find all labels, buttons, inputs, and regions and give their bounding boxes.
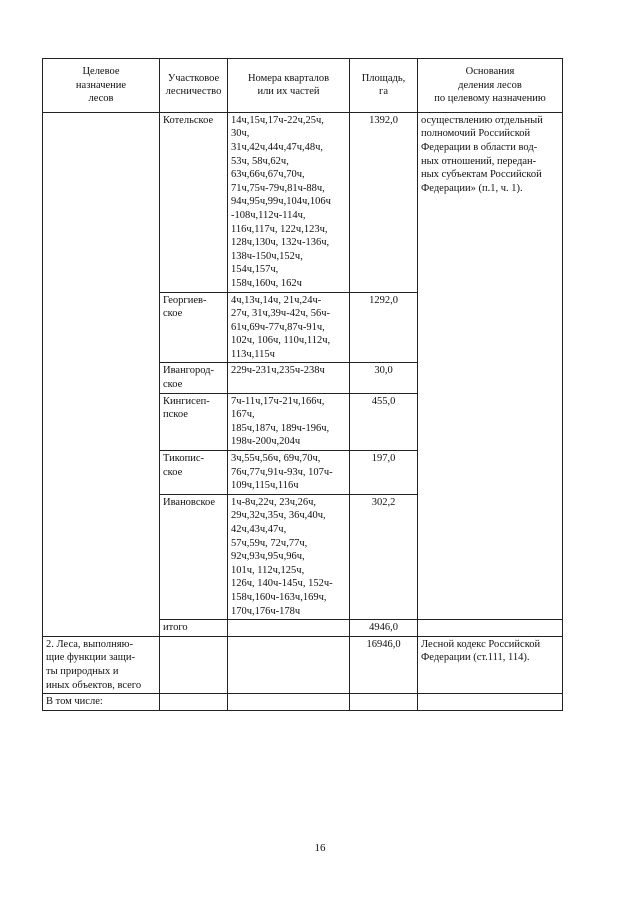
page-number: 16: [314, 842, 326, 854]
area-cell: 1392,0: [350, 112, 418, 292]
table-row: [43, 112, 563, 292]
section2-row: [43, 636, 563, 693]
section2-basis: Лесной кодекс Российской Федерации (ст.111, 114).: [418, 636, 563, 693]
quarters-cell: 4ч,13ч,14ч, 21ч,24ч- 27ч, 31ч,39ч-42ч, 56ч- 61ч,69ч-77ч,87ч-91ч, 102ч, 106ч, 110ч,112ч, 113ч,115ч: [228, 292, 350, 363]
including-empty-3: [350, 694, 418, 711]
forestry-cell: Ивангород- ское: [160, 363, 228, 393]
basis-cell: осуществлению отдельный полномочий Российской Федерации в области вод- ных отношений, передан- ных субъектам Российской Федерации» (п.1, ч. 1).: [418, 112, 563, 619]
forestry-cell: Тикопис- ское: [160, 451, 228, 495]
header-quarters: Номера кварталов или их частей: [228, 59, 350, 113]
forestry-cell: Георгиев- ское: [160, 292, 228, 363]
including-empty-2: [228, 694, 350, 711]
area-cell: 1292,0: [350, 292, 418, 363]
forestry-cell: Ивановское: [160, 494, 228, 619]
including-empty-4: [418, 694, 563, 711]
forest-purpose-table: [42, 58, 563, 711]
area-cell: 302,2: [350, 494, 418, 619]
table-header-row: [43, 59, 563, 113]
forestry-cell: Котельское: [160, 112, 228, 292]
including-empty-1: [160, 694, 228, 711]
total-quarters-empty: [228, 620, 350, 637]
including-label: В том числе:: [43, 694, 160, 711]
total-label: итого: [160, 620, 228, 637]
quarters-cell: 7ч-11ч,17ч-21ч,166ч, 167ч, 185ч,187ч, 189ч-196ч, 198ч-200ч,204ч: [228, 393, 350, 450]
header-area: Площадь, га: [350, 59, 418, 113]
section2-forestry-empty: [160, 636, 228, 693]
purpose-cell-empty: [43, 112, 160, 636]
including-row: [43, 694, 563, 711]
total-area: 4946,0: [350, 620, 418, 637]
area-cell: 455,0: [350, 393, 418, 450]
quarters-cell: 229ч-231ч,235ч-238ч: [228, 363, 350, 393]
forestry-cell: Кингисеп- пское: [160, 393, 228, 450]
section2-quarters-empty: [228, 636, 350, 693]
area-cell: 197,0: [350, 451, 418, 495]
quarters-cell: 3ч,55ч,56ч, 69ч,70ч, 76ч,77ч,91ч-93ч, 107ч- 109ч,115ч,116ч: [228, 451, 350, 495]
section2-area: 16946,0: [350, 636, 418, 693]
header-basis: Основания деления лесов по целевому назначению: [418, 59, 563, 113]
quarters-cell: 1ч-8ч,22ч, 23ч,26ч, 29ч,32ч,35ч, 36ч,40ч, 42ч,43ч,47ч, 57ч,59ч, 72ч,77ч, 92ч,93ч,95ч,96ч, 101ч, 112ч,125ч, 126ч, 140ч-145ч, 152ч- 158ч,160ч-163ч,169ч, 170ч,176ч-178ч: [228, 494, 350, 619]
section2-purpose: 2. Леса, выполняю- щие функции защи- ты природных и иных объектов, всего: [43, 636, 160, 693]
header-forestry: Участковое лесничество: [160, 59, 228, 113]
area-cell: 30,0: [350, 363, 418, 393]
quarters-cell: 14ч,15ч,17ч-22ч,25ч, 30ч, 31ч,42ч,44ч,47ч,48ч, 53ч, 58ч,62ч, 63ч,66ч,67ч,70ч, 71ч,75ч-79ч,81ч-88ч, 94ч,95ч,99ч,104ч,106ч -108ч,112ч-114ч, 116ч,117ч, 122ч,123ч, 128ч,130ч, 132ч-136ч, 138ч-150ч,152ч, 154ч,157ч, 158ч,160ч, 162ч: [228, 112, 350, 292]
total-basis-empty: [418, 620, 563, 637]
header-purpose: Целевое назначение лесов: [43, 59, 160, 113]
